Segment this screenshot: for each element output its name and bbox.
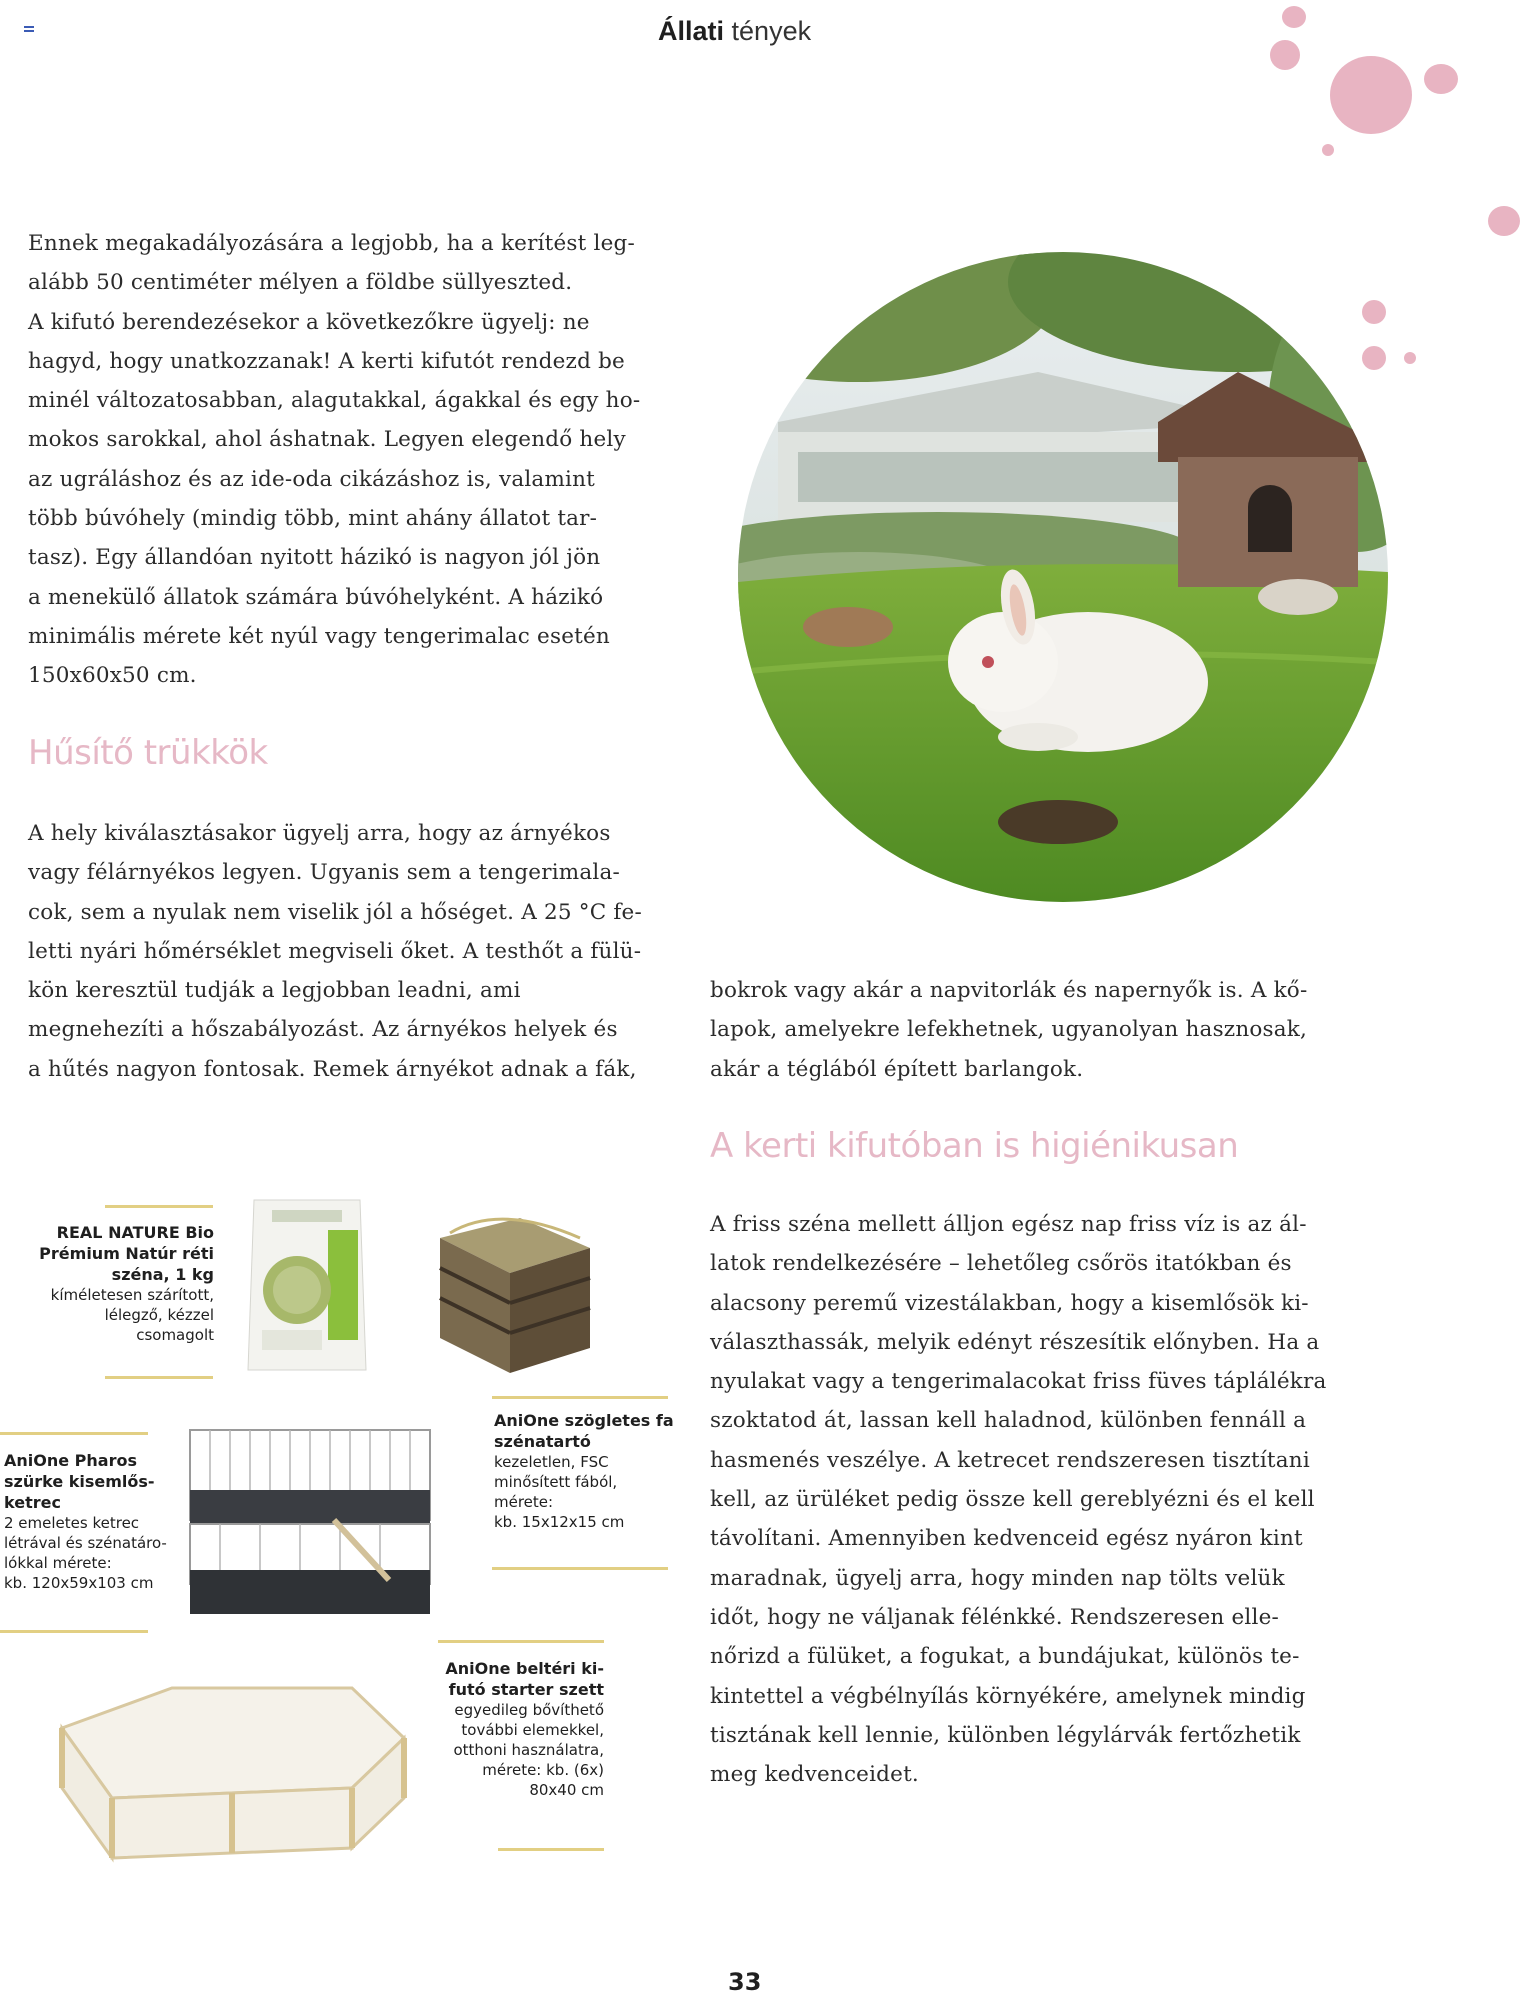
text-line: hagyd, hogy unatkozzanak! A kerti kifutót rendezd be [28, 348, 625, 374]
text-line: az ugráláshoz és az ide-oda cikázáshoz is, valamint [28, 466, 596, 492]
product-label-hay [10, 1222, 214, 1345]
text-line: bokrok vagy akár a napvitorlák és napernyők is. A kő- [710, 978, 1308, 1003]
text-line: meg kedvenceidet. [710, 1762, 919, 1788]
hay-bag-image [242, 1180, 372, 1380]
product-desc: otthoni használatra, [453, 1741, 604, 1759]
text-line: kintettel a végbélnyílás környékére, amelynek mindig [710, 1683, 1306, 1709]
menu-icon[interactable] [24, 26, 34, 34]
text-line: mokos sarokkal, ahol áshatnak. Legyen elegendő hely [28, 427, 626, 453]
cooling-paragraph-left [28, 814, 642, 1089]
text-line: kön keresztül tudják a legjobban leadni, ami [28, 978, 521, 1004]
label-divider [105, 1205, 213, 1208]
text-line: Ennek megakadályozására a legjobb, ha a kerítést leg- [28, 231, 635, 256]
label-divider [0, 1432, 148, 1435]
header-title-bold: Állati [658, 16, 725, 46]
text-line: A kifutó berendezésekor a következőkre ügyelj: ne [28, 309, 590, 335]
text-line: időt, hogy ne váljanak félénkké. Rendszeresen elle- [710, 1604, 1279, 1630]
label-divider [498, 1848, 604, 1851]
text-line: vagy félárnyékos legyen. Ugyanis sem a tengerimala- [28, 860, 620, 886]
cooling-paragraph-right [710, 971, 1307, 1089]
text-line: maradnak, ügyelj arra, hogy minden nap tölts velük [710, 1565, 1285, 1591]
text-line: tisztának kell lennie, különben légylárvák fertőzhetik [710, 1722, 1301, 1748]
product-name: Prémium Natúr réti [39, 1244, 214, 1263]
heading-cooling-tricks: Hűsítő trükkök [28, 733, 268, 773]
text-line: több búvóhely (mindig több, mint ahány állatot tar- [28, 506, 598, 532]
text-line: szoktatod át, lassan kell haladnod, különben fennáll a [710, 1408, 1307, 1434]
text-line: alacsony peremű vizestálakban, hogy a kisemlősök ki- [710, 1290, 1309, 1316]
text-line: a menekülő állatok számára búvóhelyként. A házikó [28, 584, 604, 610]
product-label-hay-rack [494, 1410, 694, 1532]
product-name: AniOne szögletes fa [494, 1411, 674, 1430]
product-name: széna, 1 kg [111, 1265, 214, 1284]
product-name: szénatartó [494, 1432, 591, 1451]
text-line: minimális mérete két nyúl vagy tengerimalac esetén [28, 623, 610, 649]
heading-hygiene: A kerti kifutóban is higiénikusan [710, 1126, 1239, 1166]
text-line: kell, az ürüléket pedig össze kell gereblyézni és el kell [710, 1487, 1315, 1513]
text-line: nőrizd a fülüket, a fogukat, a bundájukat, különös te- [710, 1644, 1300, 1670]
product-desc: minősített fából, [494, 1473, 618, 1491]
product-desc: egyedileg bővíthető [454, 1701, 604, 1719]
header-title-light: tények [731, 16, 812, 46]
text-line: választhassák, melyik edényt részesítik előnyben. Ha a [710, 1329, 1320, 1355]
text-line: tasz). Egy állandóan nyitott házikó is nagyon jól jön [28, 545, 601, 571]
product-desc: kíméletesen szárított, [50, 1286, 214, 1304]
intro-paragraph [28, 224, 640, 696]
product-desc: 80x40 cm [529, 1781, 604, 1799]
text-line: A hely kiválasztásakor ügyelj arra, hogy az árnyékos [28, 821, 611, 846]
text-line: A friss széna mellett álljon egész nap friss víz is az ál- [710, 1212, 1307, 1237]
page-header-title [658, 16, 811, 47]
label-divider [0, 1630, 148, 1633]
product-desc: 2 emeletes ketrec [4, 1514, 140, 1532]
product-label-cage [4, 1450, 194, 1593]
hay-rack-image [410, 1198, 605, 1383]
text-line: cok, sem a nyulak nem viselik jól a hőséget. A 25 °C fe- [28, 899, 642, 925]
text-line: minél változatosabban, alagutakkal, ágakkal és egy ho- [28, 388, 641, 414]
product-label-playpen [400, 1658, 604, 1800]
product-name: AniOne beltéri ki- [445, 1659, 604, 1678]
product-desc: kb. 15x12x15 cm [494, 1513, 625, 1531]
text-line: nyulakat vagy a tengerimalacokat friss füves táplálékra [710, 1369, 1327, 1395]
text-line: távolítani. Amennyiben kedvenceid egész nyáron kint [710, 1526, 1303, 1552]
product-desc: mérete: kb. (6x) [482, 1761, 604, 1779]
product-desc: lélegző, kézzel [104, 1306, 214, 1324]
text-line: latok rendelkezésére – lehetőleg csőrös itatókban és [710, 1251, 1292, 1277]
text-line: lapok, amelyekre lefekhetnek, ugyanolyan hasznosak, [710, 1017, 1308, 1043]
product-desc: kezeletlen, FSC [494, 1453, 609, 1471]
text-line: 150x60x50 cm. [28, 663, 197, 689]
product-name: REAL NATURE Bio [56, 1223, 214, 1242]
product-desc: mérete: [494, 1493, 554, 1511]
page-number: 33 [728, 1968, 762, 1996]
label-divider [492, 1567, 668, 1570]
label-divider [105, 1376, 213, 1379]
product-name: ketrec [4, 1493, 61, 1512]
product-desc: lókkal mérete: [4, 1554, 112, 1572]
label-divider [492, 1396, 668, 1399]
product-desc: további elemekkel, [461, 1721, 604, 1739]
rabbit-garden-photo [738, 252, 1388, 902]
product-desc: kb. 120x59x103 cm [4, 1574, 154, 1592]
product-name: szürke kisemlős- [4, 1472, 155, 1491]
product-desc: létrával és szénatáro- [4, 1534, 167, 1552]
product-name: futó starter szett [448, 1680, 604, 1699]
label-divider [438, 1640, 604, 1643]
text-line: alább 50 centiméter mélyen a földbe süllyeszted. [28, 270, 573, 296]
playpen-image [52, 1668, 414, 1868]
product-desc: csomagolt [136, 1326, 214, 1344]
cage-image [184, 1420, 440, 1620]
hygiene-paragraph [710, 1205, 1326, 1794]
product-name: AniOne Pharos [4, 1451, 137, 1470]
text-line: letti nyári hőmérséklet megviseli őket. A testhőt a fülü- [28, 938, 642, 964]
text-line: akár a téglából épített barlangok. [710, 1056, 1084, 1082]
text-line: hasmenés veszélye. A ketrecet rendszeresen tisztítani [710, 1447, 1310, 1473]
rabbit-photo-illustration [738, 252, 1388, 902]
text-line: megnehezíti a hőszabályozást. Az árnyékos helyek és [28, 1017, 618, 1043]
text-line: a hűtés nagyon fontosak. Remek árnyékot adnak a fák, [28, 1056, 637, 1082]
